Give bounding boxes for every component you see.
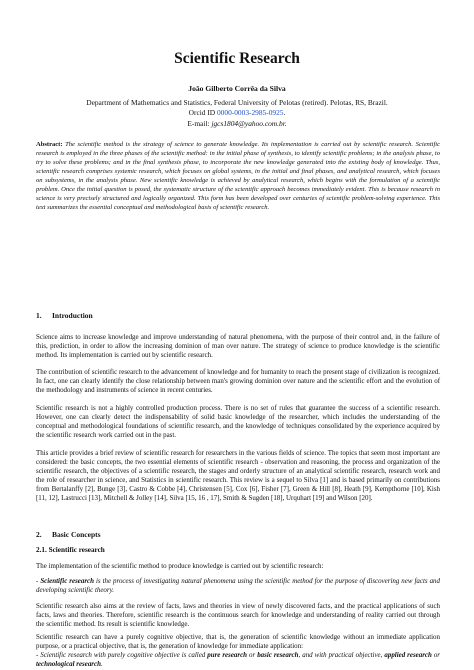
subsection-heading: 2.1. Scientific research [36, 546, 105, 554]
text-run: . [100, 660, 103, 669]
paragraph: The contribution of scientific research to the advancement of knowledge and for humanity to reach the present stage of civilization is recognized. In fact, one can clearly identify the close relationship between man's growing dominion over nature and the scientific effort and the evolution of the methodology and instruments of science in recent centuries. [36, 368, 440, 395]
abstract-label: Abstract: [36, 141, 63, 148]
email-line [0, 119, 474, 129]
paragraph: This article provides a brief review of scientific research for researchers in the various fields of science. The topics that seem most important are considered: the basic concepts, the two essential elements of scientific research - observation and reasoning, the process and organization of the scientific research, the objectives of a scientific research, the stages and orderly structure of an analytical scientific research, research work and the role of researcher in science, and Statistics in scientific research. This review is a sequel to Silva [1] and is based primarily on contributions from Bertalanffy [2], Bunge [3], Castro & Cobbe [4], Christensen [5], Cox [6], Fisher [7], Green & Hill [8], Heath [9], Kempthorne [10], Kish [11, 12], Lastrucci [13], Mitchell & Jolley [14], Silva [15, 16 , 17], Smith & Sugden [18], Urquhart [19] and Wilson [20]. [36, 449, 440, 503]
text-run: or [247, 651, 258, 659]
term-basic-research: basic research [257, 651, 299, 659]
affiliation-block [0, 98, 474, 129]
orcid-line [0, 108, 474, 118]
paragraph: The implementation of the scientific method to produce knowledge is carried out by scientific research: [36, 562, 324, 570]
definition-paragraph [36, 577, 440, 595]
section-heading-basic-concepts [36, 530, 101, 539]
definition-text: is the process of investigating natural phenomena using the scientific method for the purpose of discovering new facts and developing scientific theory. [36, 577, 440, 595]
paragraph: Science aims to increase knowledge and improve understanding of natural phenomena, with the purpose of their control and, in the failure of this, prediction, in order to allow the increasing dominion of man over nature. The strategy of science to produce knowledge is the scientific method. Its implementation is carried out by scientific research. [36, 333, 440, 360]
affiliation: Department of Mathematics and Statistics, Federal University of Pelotas (retired). Pelotas, RS, Brazil. [86, 98, 388, 107]
section-title: Introduction [52, 311, 93, 320]
paper-title: Scientific Research [174, 50, 300, 67]
definition-prefix: - [36, 577, 41, 585]
text-run: , and with practical objective, [298, 651, 385, 659]
definition-term: Scientific research [40, 577, 94, 585]
paragraph: Scientific research can have a purely cognitive objective, that is, the generation of scientific knowledge without an immediate application purpose, or a practical objective, that is, the generation of knowledge for immediate application: [36, 633, 440, 651]
paragraph: Scientific research is not a highly controlled production process. There is no set of rules that guarantee the success of a scientific research. However, one can clearly detect the indispensability of solid basic knowledge of the researcher, which includes the understanding of the conceptual and methodological foundations of scientific research, and the knowledge of techniques consolidated by the experience acquired by the scientific research work carried out in the past. [36, 404, 440, 440]
section-title: Basic Concepts [52, 530, 101, 539]
term-pure-research: pure research [207, 651, 248, 659]
section-number: 1. [36, 311, 42, 320]
abstract-text: The scientific method is the strategy of science to generate knowledge. Its implementation is carried out by scientific research. Scientific research is employed in the three phases of the scientific method: in the initial phase of synthesis, to identify scientific problems; in the analysis phase, to try to solve these problems; and in the final synthesis phase, to incorporate the new knowledge generated into the existing body of knowledge. Thus, scientific research comprises systemic research, which focuses on global systems, in the initial and final phases, and analytical research, which focuses on subsystems, in the analysis phase. New scientific knowledge is achieved by analytical research, which begins with the formulation of a scientific problem. Once the initial question is posed, the systematic structure of the scientific approach becomes immediately evident. This is because research in science is very precisely structured and logically organized. This form has been developed over centuries of scientific problem-solving experience. This text summarizes the essential conceptual and methodological basis of scientific research. [36, 141, 440, 212]
section-number: 2. [36, 530, 42, 539]
orcid-label: Orcid ID [188, 108, 216, 118]
orcid-link[interactable]: 0000-0003-2985-0925 [216, 108, 284, 118]
section-heading-introduction [36, 311, 93, 320]
email-address: jgcs1804@yahoo.com.br. [211, 118, 287, 128]
abstract [36, 140, 440, 212]
text-run: or [431, 651, 441, 659]
author-name: João Gilberto Corrêa da Silva [188, 84, 286, 93]
email-label: E-mail: [187, 118, 210, 128]
term-technological-research: technological research [36, 660, 101, 669]
term-applied-research: applied research [384, 651, 432, 659]
definition-paragraph [36, 651, 440, 669]
text-run: - Scientific research with purely cognitive objective is called [36, 651, 208, 659]
paragraph: Scientific research also aims at the review of facts, laws and theories in view of newly discovered facts, and the practical applications of such facts, laws and theories. Therefore, scientific research is the continuous search for knowledge and understanding of reality carried out through the scientific method. Its result is scientific knowledge. [36, 602, 440, 629]
orcid-period: . [283, 108, 286, 118]
